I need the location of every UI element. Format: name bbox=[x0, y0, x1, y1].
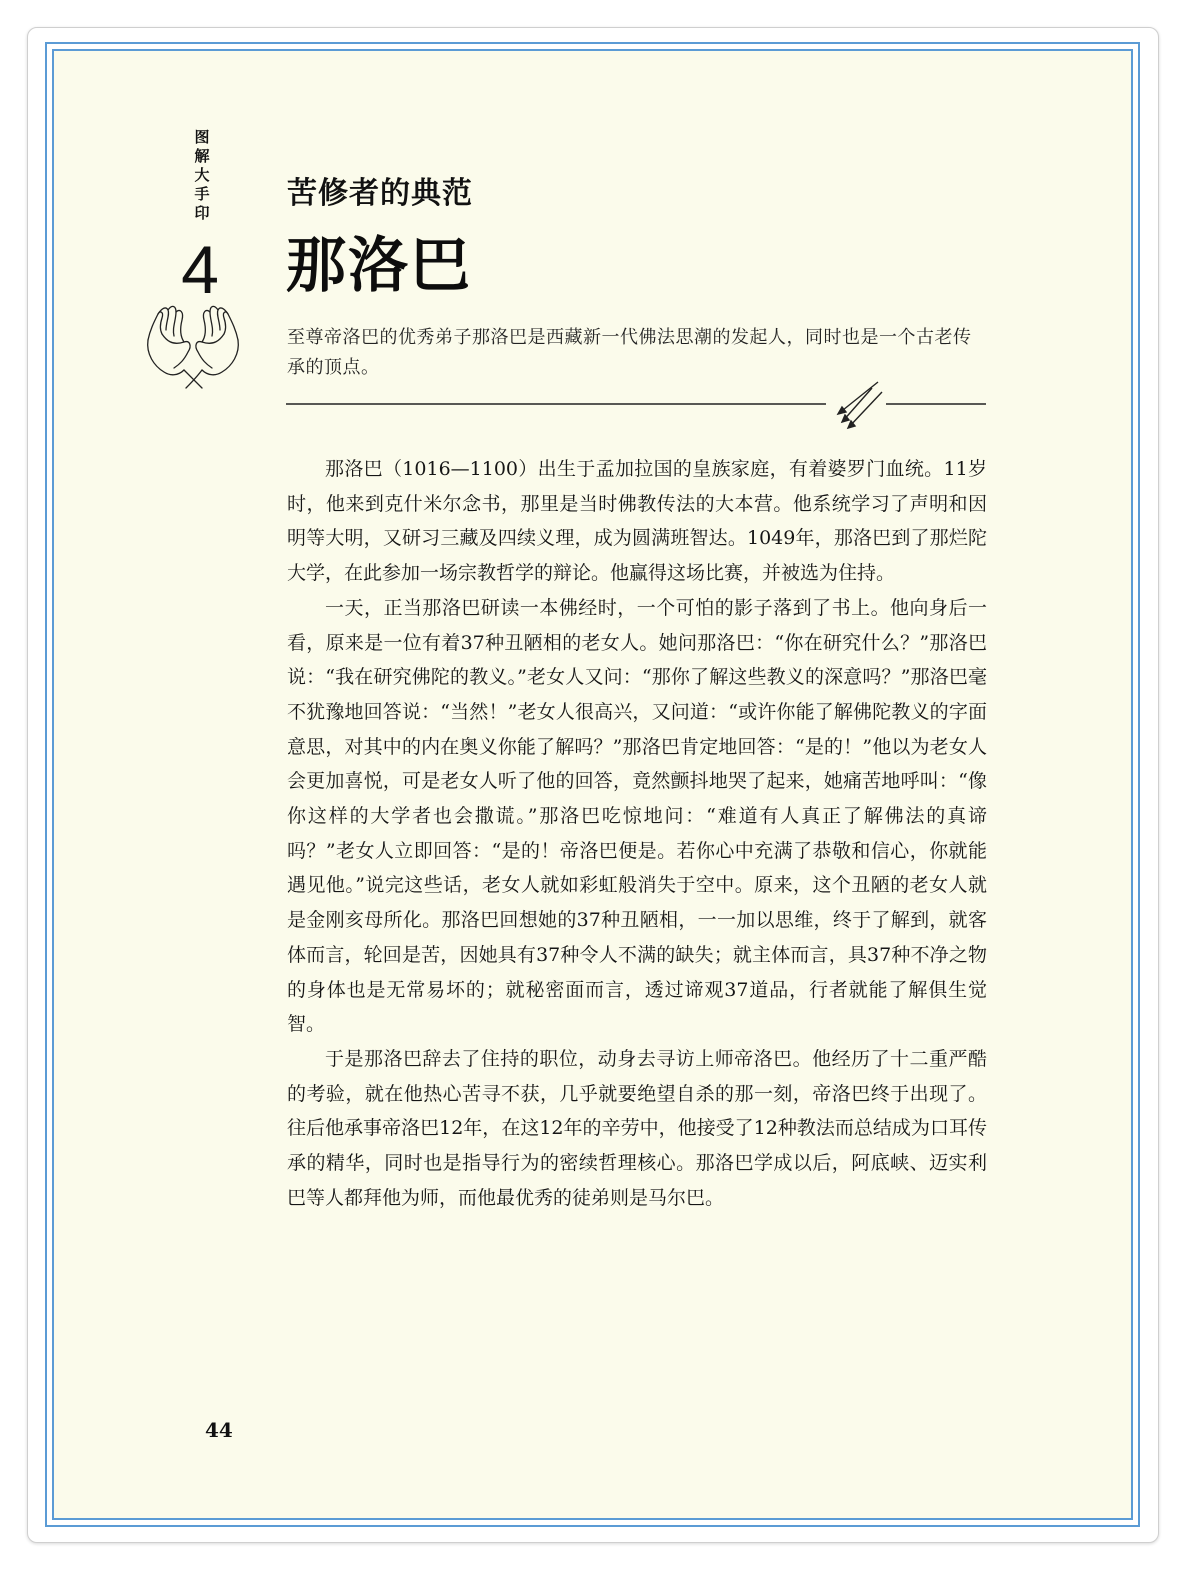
arrows-divider-icon bbox=[286, 378, 986, 432]
body-paragraph: 于是那洛巴辞去了住持的职位，动身去寻访上师帝洛巴。他经历了十二重严酷的考验，就在他热心苦寻不获，几乎就要绝望自杀的那一刻，帝洛巴终于出现了。往后他承事帝洛巴12年，在这12年的辛劳中，他接受了12种教法而总结成为口耳传承的精华，同时也是指导行为的密续哲理核心。那洛巴学成以后，阿底峡、迈实利巴等人都拜他为师，而他最优秀的徒弟则是马尔巴。 bbox=[287, 1047, 987, 1209]
chapter-number: 4 bbox=[181, 232, 219, 308]
chapter-subtitle: 苦修者的典范 bbox=[287, 176, 473, 211]
body-text bbox=[287, 452, 987, 1215]
body-paragraph: 一天，正当那洛巴研读一本佛经时，一个可怕的影子落到了书上。他向身后一看，原来是一位有着37种丑陋相的老女人。她问那洛巴：“你在研究什么？”那洛巴说：“我在研究佛陀的教义。”老女人又问：“那你了解这些教义的深意吗？”那洛巴毫不犹豫地回答说：“当然！”老女人很高兴，又问道：“或许你能了解佛陀教义的字面意思，对其中的内在奥义你能了解吗？”那洛巴肯定地回答：“是的！”他以为老女人会更加喜悦，可是老女人听了他的回答，竟然颤抖地哭了起来，她痛苦地呼叫：“像你这样的大学者也会撒谎。”那洛巴吃惊地问：“难道有人真正了解佛法的真谛吗？”老女人立即回答：“是的！帝洛巴便是。若你心中充满了恭敬和信心，你就能遇见他。”说完这些话，老女人就如彩虹般消失于空中。原来，这个丑陋的老女人就是金刚亥母所化。那洛巴回想她的37种丑陋相，一一加以思维，终于了解到，就客体而言，轮回是苦，因她具有37种令人不满的缺失；就主体而言，具37种不净之物的身体也是无常易坏的；就秘密面而言，透过谛观37道品，行者就能了解俱生觉智。 bbox=[287, 596, 987, 1036]
page-number: 44 bbox=[205, 1418, 233, 1442]
chapter-title: 那洛巴 bbox=[286, 231, 472, 301]
body-paragraph: 那洛巴（1016—1100）出生于孟加拉国的皇族家庭，有着婆罗门血统。11岁时，他来到克什米尔念书，那里是当时佛教传法的大本营。他系统学习了声明和因明等大明，又研习三藏及四续义理，成为圆满班智达。1049年，那洛巴到了那烂陀大学，在此参加一场宗教哲学的辩论。他赢得这场比赛，并被选为住持。 bbox=[287, 458, 987, 585]
chapter-intro: 至尊帝洛巴的优秀弟子那洛巴是西藏新一代佛法思潮的发起人，同时也是一个古老传承的顶点。 bbox=[287, 327, 972, 378]
book-series-label: 图解大手印 bbox=[194, 128, 210, 222]
praying-hands-illustration-icon bbox=[140, 300, 246, 390]
